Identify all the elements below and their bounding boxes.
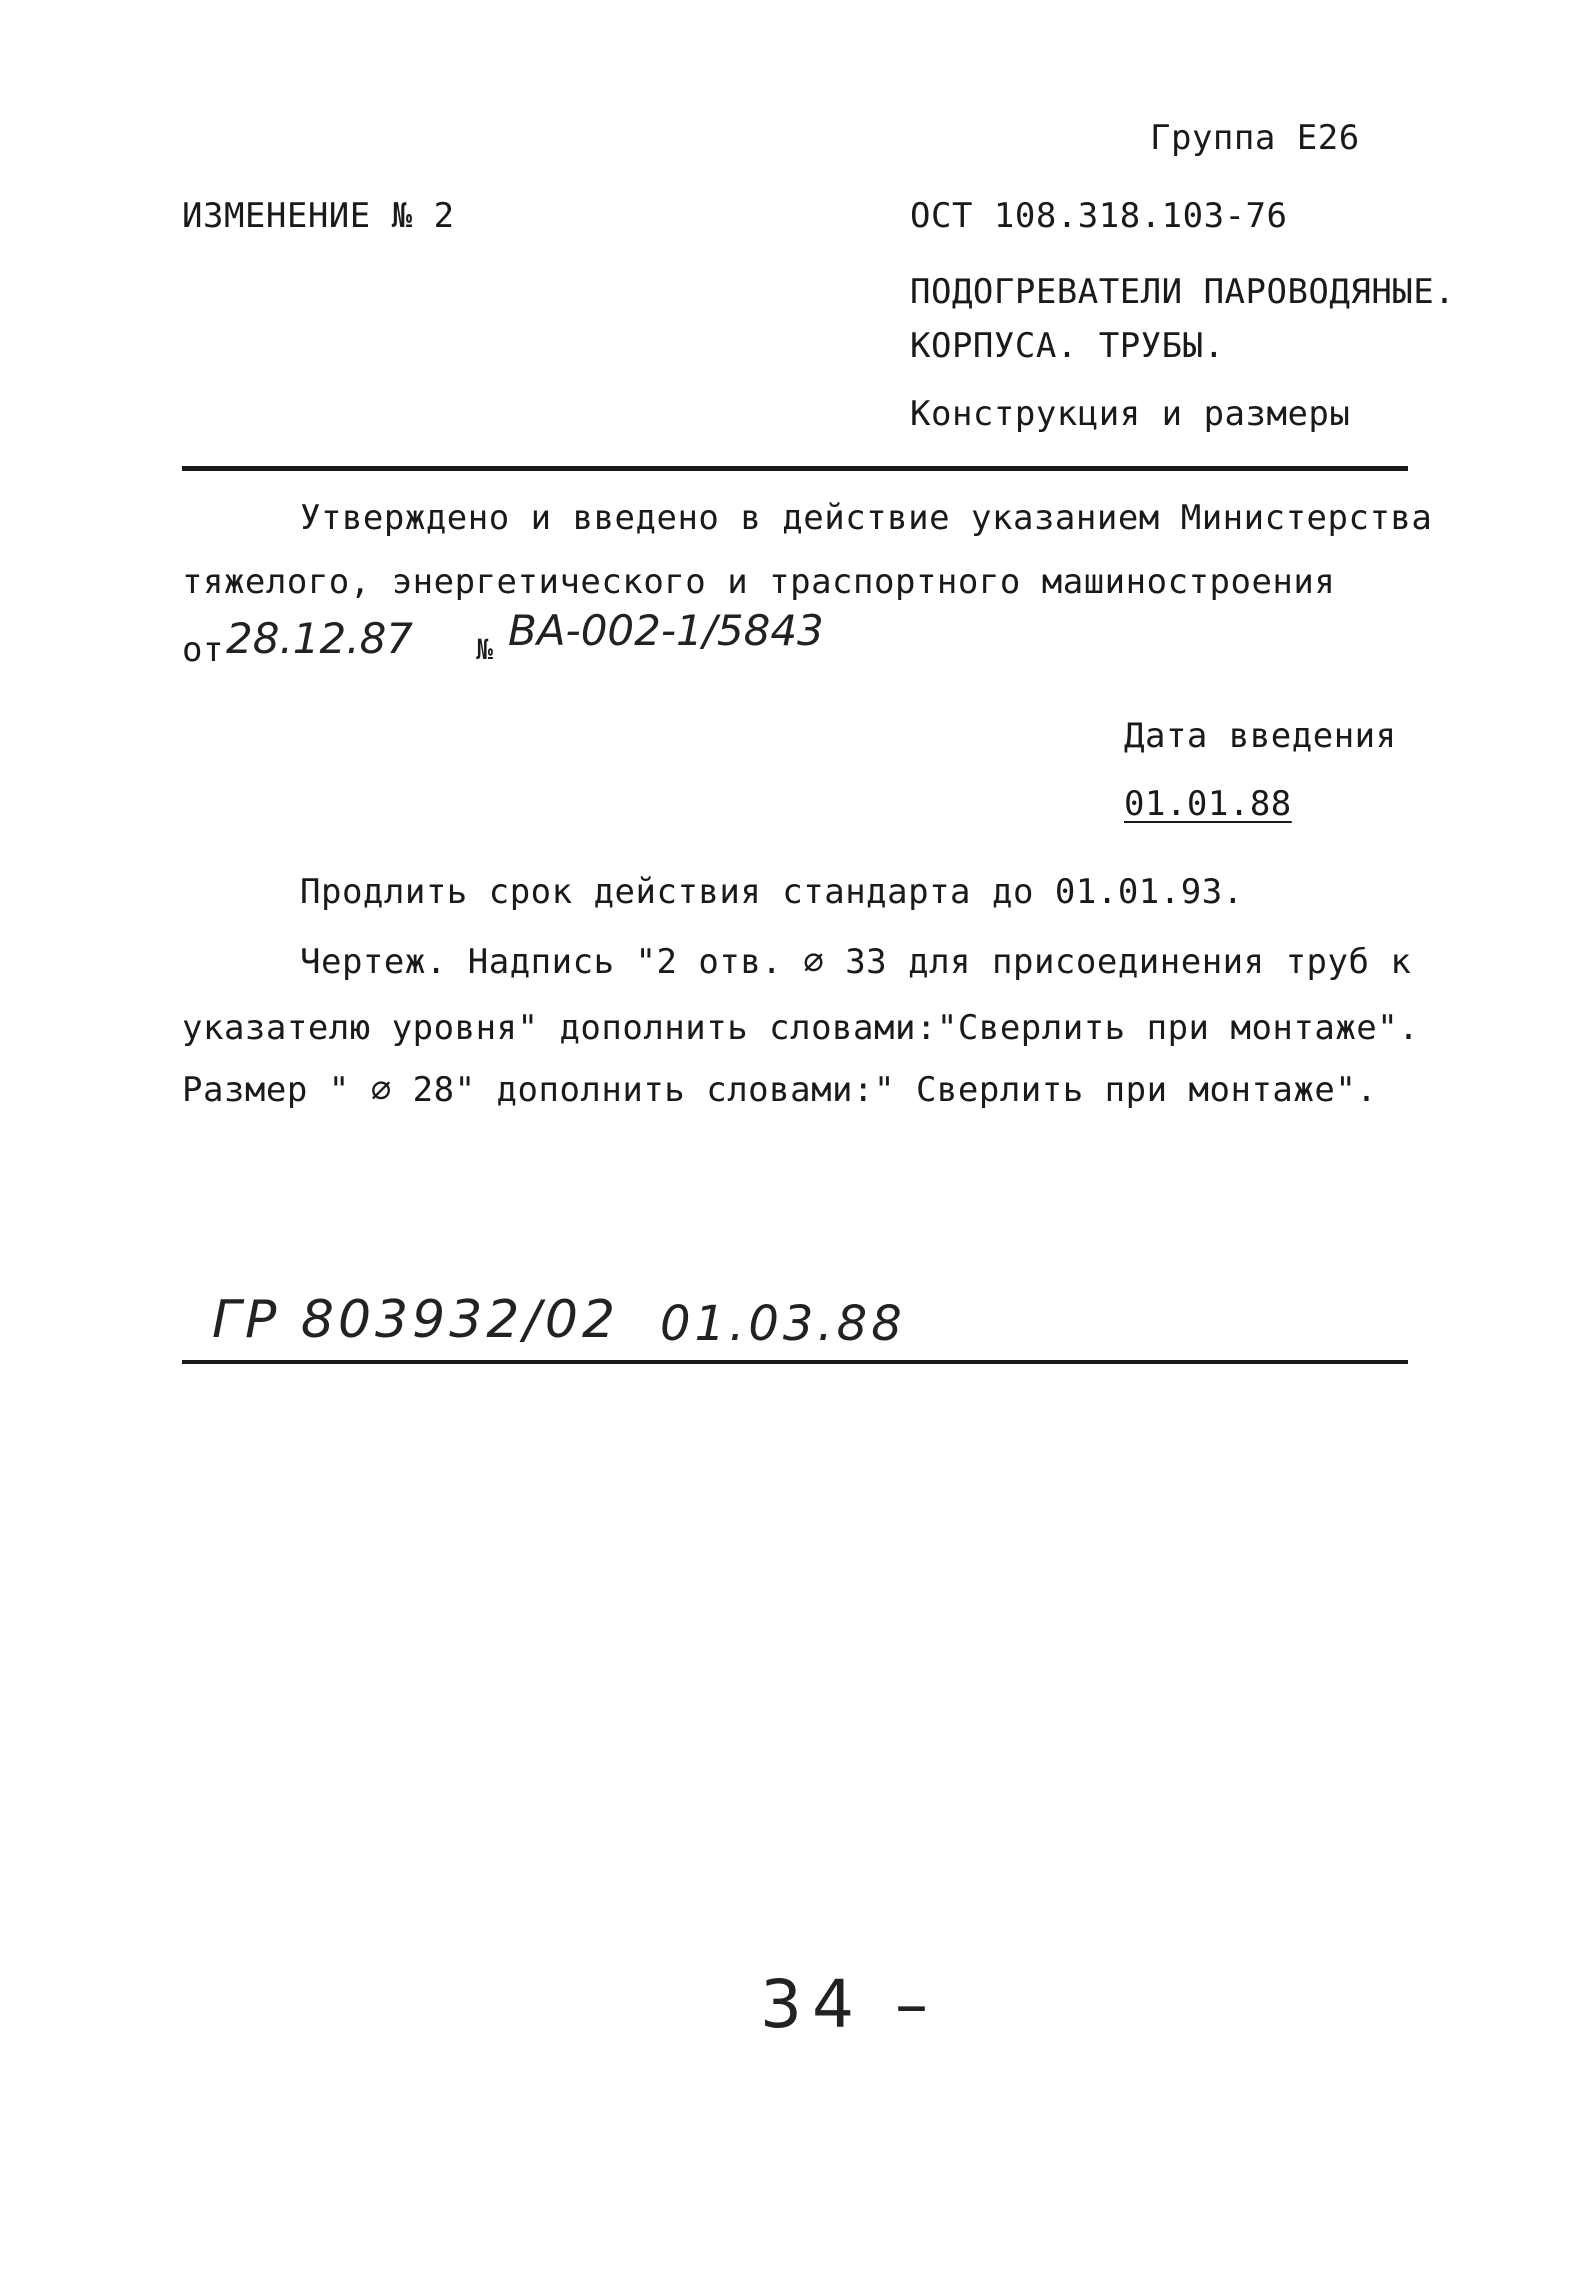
registration-underline xyxy=(182,1360,1408,1364)
change-title: ИЗМЕНЕНИЕ № 2 xyxy=(182,196,455,236)
group-label: Группа Е26 xyxy=(1150,118,1360,158)
standard-number: ОСТ 108.318.103-76 xyxy=(910,196,1288,236)
header-divider xyxy=(182,466,1408,471)
effective-date-label: Дата введения xyxy=(1124,716,1397,756)
body-line-1: Продлить срок действия стандарта до 01.01.93. xyxy=(300,872,1244,912)
registration-date-handwritten: 01.03.88 xyxy=(660,1296,906,1352)
approval-number-handwritten: ВА-002-1/5843 xyxy=(508,606,824,655)
approval-line-1: Утверждено и введено в действие указанием Министерства xyxy=(300,498,1433,538)
body-line-2: Чертеж. Надпись "2 отв. ∅ 33 для присоединения труб к xyxy=(300,942,1412,982)
title-line-3: Конструкция и размеры xyxy=(910,394,1351,434)
body-line-3: указателю уровня" дополнить словами:"Сверлить при монтаже". xyxy=(182,1008,1420,1048)
registration-number-handwritten: ГР 803932/02 xyxy=(212,1290,620,1350)
page-number-handwritten: 34 – xyxy=(760,1966,938,2043)
effective-date-value: 01.01.88 xyxy=(1124,784,1292,824)
approval-line-2: тяжелого, энергетического и траспортного машиностроения xyxy=(182,562,1336,602)
approval-date-prefix: от xyxy=(182,630,224,670)
approval-date-handwritten: 28.12.87 xyxy=(226,614,414,663)
approval-number-prefix: № xyxy=(476,633,494,666)
title-line-1: ПОДОГРЕВАТЕЛИ ПАРОВОДЯНЫЕ. xyxy=(910,272,1456,312)
title-line-2: КОРПУСА. ТРУБЫ. xyxy=(910,326,1225,366)
body-line-4: Размер " ∅ 28" дополнить словами:" Сверлить при монтаже". xyxy=(182,1070,1378,1110)
